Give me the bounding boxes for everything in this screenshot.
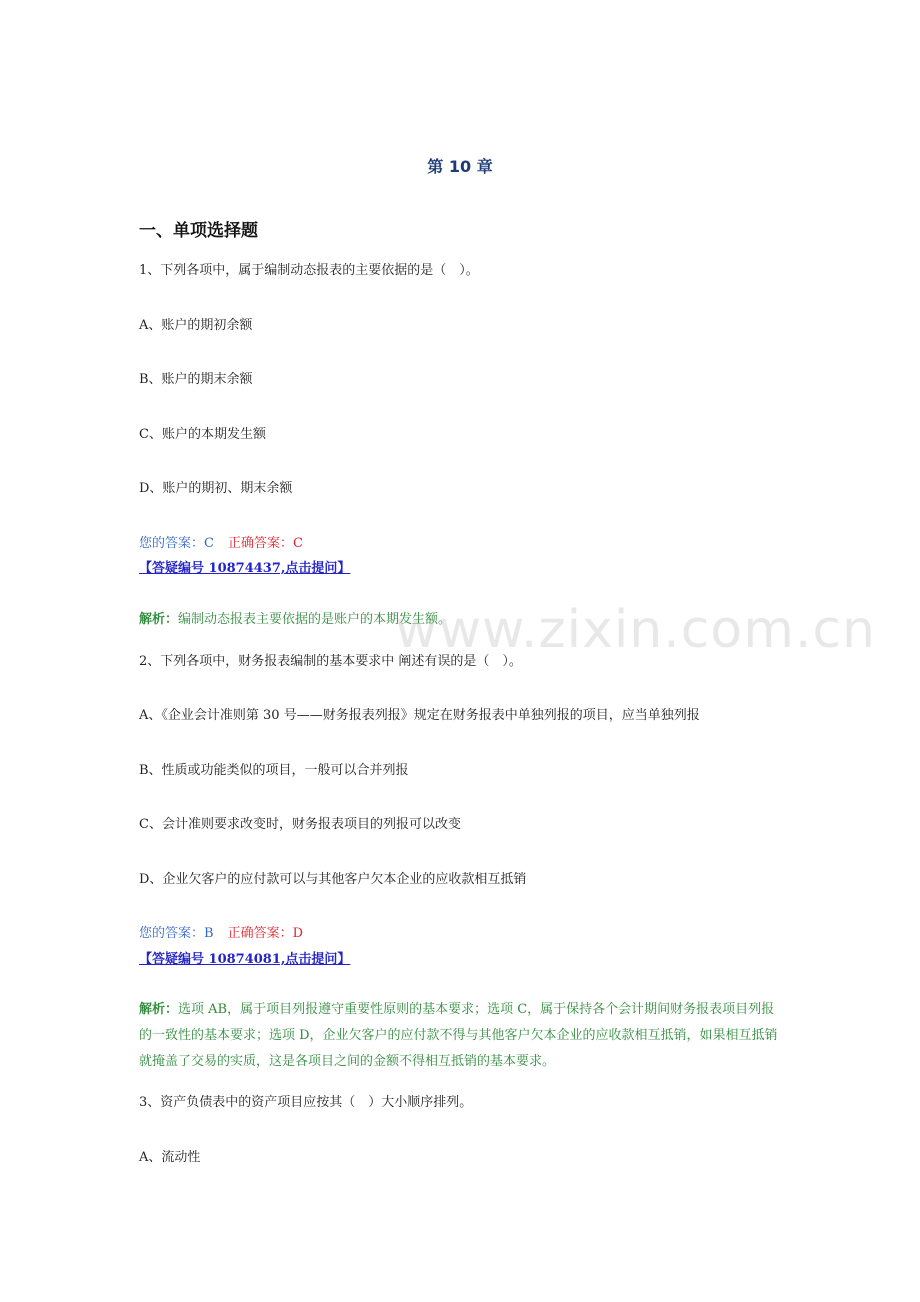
question-2-analysis bbox=[139, 997, 779, 1075]
question-1-option-c: C、账户的本期发生额 bbox=[139, 427, 266, 442]
question-2-option-d: D、企业欠客户的应付款可以与其他客户欠本企业的应收款相互抵销 bbox=[139, 872, 527, 887]
question-1-option-d: D、账户的期初、期末余额 bbox=[139, 481, 293, 496]
correct-answer: 正确答案：D bbox=[227, 926, 303, 941]
question-1-stem: 1、下列各项中，属于编制动态报表的主要依据的是（ ）。 bbox=[139, 263, 479, 278]
analysis-label: 解析： bbox=[139, 612, 179, 627]
analysis-label: 解析： bbox=[139, 1002, 179, 1017]
analysis-text: 选项 AB，属于项目列报遵守重要性原则的基本要求；选项 C，属于保持各个会计期间财务报表项目列报的一致性的基本要求；选项 D，企业欠客户的应付款不得与其他客户欠本企业的应收款相互抵销，如果相互抵销就掩盖了交易的实质，这是各项目之间的金额不得相互抵销的基本要求。 bbox=[139, 1002, 778, 1069]
analysis-text: 编制动态报表主要依据的是账户的本期发生额。 bbox=[178, 612, 452, 627]
your-answer: 您的答案：C bbox=[139, 536, 214, 551]
question-1-answers bbox=[139, 532, 303, 551]
section-title: 一、单项选择题 bbox=[139, 221, 258, 241]
question-1-option-b: B、账户的期末余额 bbox=[139, 372, 253, 387]
question-1-option-a: A、账户的期初余额 bbox=[139, 318, 253, 333]
question-3-stem: 3、资产负债表中的资产项目应按其（ ）大小顺序排列。 bbox=[139, 1095, 473, 1110]
question-1-analysis bbox=[139, 607, 779, 633]
your-answer: 您的答案：B bbox=[139, 926, 214, 941]
question-2-answers bbox=[139, 922, 303, 941]
watermark: www.zixin.com.cn bbox=[395, 600, 876, 660]
question-2-option-b: B、性质或功能类似的项目，一般可以合并列报 bbox=[139, 763, 409, 778]
question-2-stem: 2、下列各项中，财务报表编制的基本要求中 阐述有误的是（ ）。 bbox=[139, 654, 522, 669]
correct-answer: 正确答案：C bbox=[227, 536, 303, 551]
question-3-option-a: A、流动性 bbox=[139, 1150, 201, 1165]
ask-question-link[interactable]: 【答疑编号 10874081,点击提问】 bbox=[139, 952, 351, 967]
question-2-option-c: C、会计准则要求改变时，财务报表项目的列报可以改变 bbox=[139, 817, 461, 832]
chapter-title: 第 10 章 bbox=[427, 157, 493, 176]
ask-question-link[interactable]: 【答疑编号 10874437,点击提问】 bbox=[139, 561, 351, 576]
question-2-option-a: A、《企业会计准则第 30 号——财务报表列报》规定在财务报表中单独列报的项目，应当单独列报 bbox=[139, 708, 700, 723]
